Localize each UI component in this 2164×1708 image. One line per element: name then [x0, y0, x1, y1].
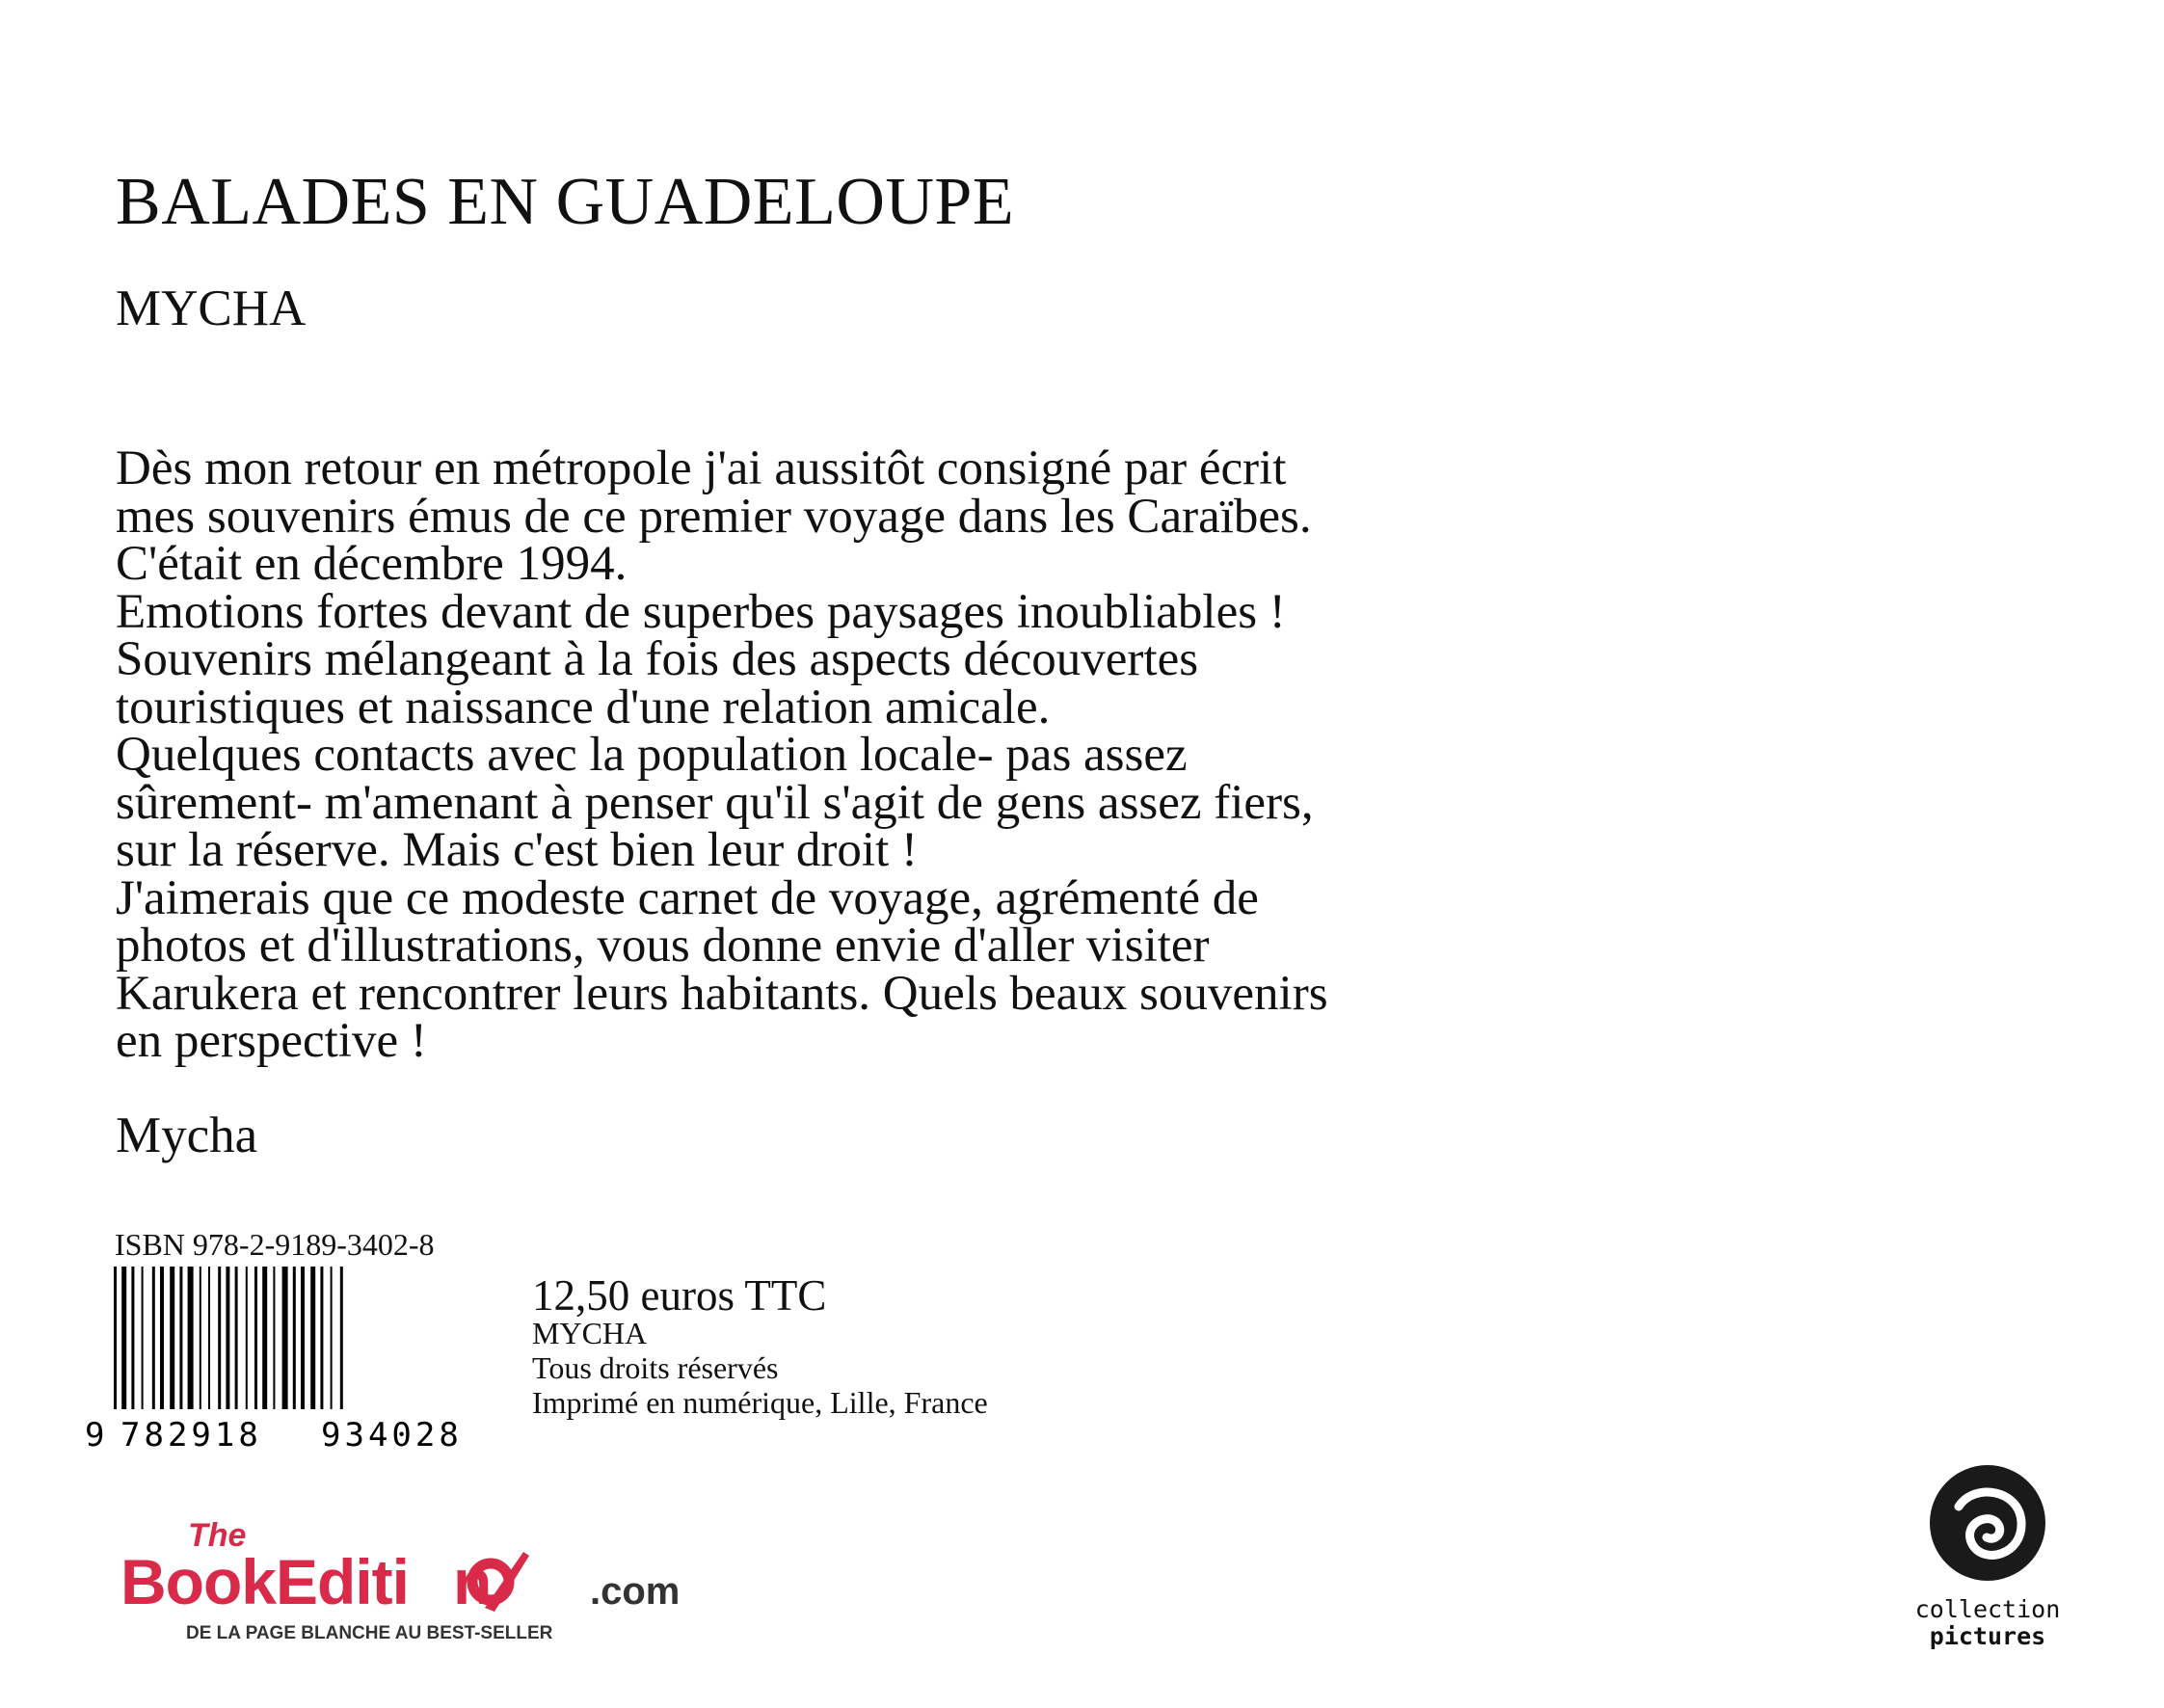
blurb-line: sûrement- m'amenant à penser qu'il s'agit de gens assez fiers,	[116, 775, 1314, 830]
barcode-bar	[320, 1267, 323, 1409]
barcode-bar	[226, 1267, 229, 1409]
bookedition-logo	[120, 1511, 699, 1646]
barcode-right-digits: 934028	[321, 1416, 463, 1454]
barcode-bar	[235, 1267, 238, 1409]
blurb-line: C'était en décembre 1994.	[116, 537, 628, 591]
logo-pictures: pictures	[1929, 1622, 2046, 1650]
barcode-bar	[331, 1267, 333, 1409]
publisher-name: MYCHA	[532, 1316, 648, 1350]
barcode-bar	[160, 1267, 164, 1409]
barcode-bar	[282, 1267, 288, 1409]
spiral-icon	[1930, 1465, 2045, 1581]
blurb-line: photos et d'illustrations, vous donne envie d'aller visiter	[116, 919, 1210, 973]
barcode-bar	[200, 1267, 201, 1409]
book-author: MYCHA	[116, 280, 307, 336]
barcode-bar	[262, 1267, 267, 1409]
barcode-first-digit: 9	[85, 1416, 105, 1454]
logo-edition: Editi	[276, 1546, 409, 1617]
blurb-line: mes souvenirs émus de ce premier voyage dans les Caraïbes.	[116, 489, 1312, 544]
blurb-line: en perspective !	[116, 1014, 427, 1068]
barcode-bar	[131, 1267, 134, 1409]
barcode-bar	[246, 1267, 248, 1409]
logo-collection: collection	[1914, 1595, 2061, 1623]
logo-tagline: DE LA PAGE BLANCHE AU BEST-SELLER	[186, 1623, 553, 1643]
barcode	[77, 1263, 482, 1455]
barcode-bars	[114, 1267, 343, 1409]
price: 12,50 euros TTC	[532, 1271, 827, 1320]
blurb-line: Emotions fortes devant de superbes paysages inoubliables !	[116, 584, 1286, 639]
logo-book: Book	[120, 1546, 276, 1617]
print-location: Imprimé en numérique, Lille, France	[532, 1385, 988, 1420]
barcode-bar	[114, 1267, 117, 1409]
logo-on: n	[453, 1546, 492, 1617]
book-title: BALADES EN GUADELOUPE	[116, 165, 1015, 239]
barcode-bar	[208, 1267, 210, 1409]
barcode-left-digits: 782918	[120, 1416, 262, 1454]
logo-com: .com	[590, 1570, 681, 1613]
rights-notice: Tous droits réservés	[532, 1350, 779, 1385]
blurb-line: sur la réserve. Mais c'est bien leur droit !	[116, 823, 918, 877]
imprint-info	[532, 1316, 988, 1420]
barcode-bar	[179, 1267, 182, 1409]
barcode-bar	[293, 1267, 296, 1409]
barcode-bar	[218, 1267, 221, 1409]
barcode-bar	[301, 1267, 305, 1409]
back-cover-blurb	[116, 441, 1639, 1068]
logo-book-edition	[120, 1546, 491, 1617]
barcode-bar	[188, 1267, 194, 1409]
logo-the: The	[188, 1517, 247, 1554]
barcode-bar	[121, 1267, 126, 1409]
blurb-line: touristiques et naissance d'une relation amicale.	[116, 680, 1051, 734]
collection-pictures-logo	[1904, 1460, 2072, 1653]
blurb-line: Souvenirs mélangeant à la fois des aspects découvertes	[116, 632, 1199, 686]
barcode-bar	[152, 1267, 155, 1409]
barcode-bar	[340, 1267, 343, 1409]
isbn-label: ISBN 978-2-9189-3402-8	[115, 1227, 435, 1262]
barcode-bar	[273, 1267, 275, 1409]
blurb-line: J'aimerais que ce modeste carnet de voyage, agrémenté de	[116, 870, 1259, 925]
barcode-bar	[310, 1267, 315, 1409]
barcode-bar	[142, 1267, 144, 1409]
barcode-bar	[170, 1267, 174, 1409]
blurb-line: Karukera et rencontrer leurs habitants. Quels beaux souvenirs	[116, 966, 1328, 1021]
signature: Mycha	[116, 1108, 258, 1163]
barcode-bar	[254, 1267, 257, 1409]
blurb-line: Dès mon retour en métropole j'ai aussitôt consigné par écrit	[116, 441, 1287, 495]
blurb-line: Quelques contacts avec la population locale- pas assez	[116, 728, 1188, 782]
